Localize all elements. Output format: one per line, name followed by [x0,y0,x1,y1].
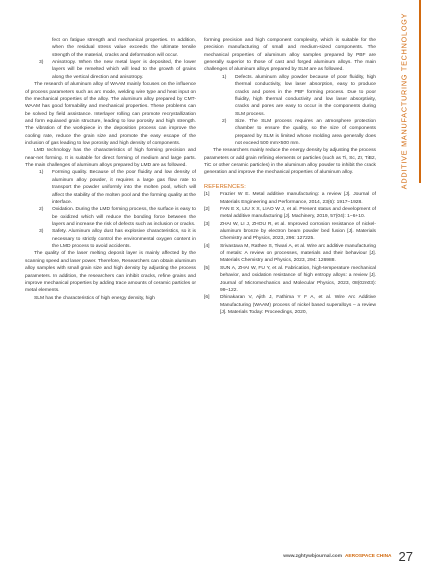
page-footer [283,549,413,564]
reference-text: SUN A, ZHAI W, FU Y, et al. Fabrication, high-temperature mechanical behavior, and oxidation resistance of high entropy alloys: a review [J]. Journal of Micromechanics and Molecular Physics, 2023, 08(02n03): 99−122. [220,265,376,293]
carry-item-text: fect on fatigue strength and mechanical properties. In addition, when the residual stress value exceeds the ultimate tensile strength of the material, cracks and deformation will occur. [52,38,196,58]
list-item-text: Forming quality. Because of the poor fluidity and low density of aluminum alloy powder, it requires a large gas flow rate to transport the powder uniformly into the molten pool, which will affect the stability of the molten pool and the forming quality at the interface. [52,170,196,205]
list-item-number: 1) [222,74,227,80]
list-item [25,206,196,228]
paragraph-quality: The quality of the laser melting deposit layer is mainly affected by the scanning speed and laser power. Therefore, Researchers can obtain aluminum alloy samples with small grain size and high density by adjusting the process parameters. In addition, the researchers can inhibit cracks, refine grains and improve mechanical properties by adding trace amounts of ceramic particles or metal elements. [25,251,196,294]
paragraph-slm: SLM has the characteristics of high energy density, high [34,295,155,301]
list-item-text: Safety. Aluminum alloy dust has explosive characteristics, so it is necessary to strictly control the environmental oxygen content in the LMD process to avoid accidents. [52,229,196,250]
reference-item [204,206,376,221]
side-accent-line [419,0,421,183]
list-item-number: 1) [39,170,44,176]
reference-item [204,265,376,294]
list-item-text: Oxidation. During the LMD forming process, the surface is easy to be oxidized which will reduce the bonding force between the layers and increase the risk of defects such as inclusion or cracks. [52,207,196,227]
list-item [204,118,376,147]
reference-number: [2] [204,206,210,212]
reference-text: Dhinakaran V, Ajith J, Fathima Y F A, et al. Wire Arc Additive Manufacturing (WAAM) process of nickel based superalloys – a review [J]. Materials Today: Proceedings, 2020, [220,295,376,315]
list-item-number: 3) [39,229,44,235]
right-column [204,37,376,316]
journal-url: www.zghtywbjournal.com [283,554,342,559]
list-item [25,59,196,81]
list-item-number: 2) [39,207,44,213]
list-item [25,228,196,250]
list-item [204,74,376,118]
list-item-text: Defects. aluminum alloy powder because of poor fluidity, high thermal conductivity, low laser absorption, easy to produce cracks and pores in the PBF forming process. Due to poor fluidity, high thermal conductivity and low laser absorptivity, cracks and pores are easy to occur in the components during SLM process. [235,74,376,117]
reference-item [204,243,376,265]
list-item-text: Size. The SLM process requires an atmosphere protection chamber to ensure the quality, so the size of components prepared by SLM is limited whose molding area generally does not exceed 500 mm×500 mm. [235,118,376,147]
journal-name: AEROSPACE CHINA [344,554,392,559]
reference-text: Srivastava M, Rathee S, Tiwari A, et al. Wire arc additive manufacturing of metals: A review on processes, materials and their behaviour [J]. Materials Chemistry and Physics, 2023, 294: 126988. [220,243,376,264]
reference-item [204,191,376,206]
reference-number: [4] [204,243,210,249]
reference-text: FAN E X, LIU X X, LIAO W J, et al. Present status and development of metal additive manufacturing [J]. Machinery, 2019, 57(04): 1−6+10. [220,206,376,220]
carry-list-item [25,37,196,59]
reference-item [204,221,376,243]
paragraph-energy: The researchers mainly reduce the energy density by adjusting the process parameters or add grain refining elements or particles (such as Ti, Sc, Zr, TiB2, TiC or other ceramic particles) in the aluminum alloy powder to inhibit the crack generation and improve the mechanical properties of aluminum alloy. [204,148,376,176]
reference-number: [5] [204,265,210,271]
reference-number: [6] [204,295,210,301]
list-item-text: Anisotropy. When the new metal layer is deposited, the lower layers will be remelted which will lead to the growth of grains along the vertical direction and anisotropy. [52,60,196,80]
page-number: 27 [398,549,413,564]
references-heading: REFERENCES: [204,183,246,190]
reference-item [204,294,376,316]
paragraph-continued: forming precision and high component complexity, which is suitable for the precision manufacturing of small and medium-sized components. The mechanical properties of aluminum alloy samples prepared by PBF are generally superior to those of cast and forged aluminum alloys. The main challenges of aluminum alloys prepared by SLM are as followed. [204,38,376,73]
paragraph-lmd: LMD technology has the characteristics of high forming precision and near-net forming. It is suitable for direct forming of medium and large parts. The main challenges of aluminum alloys prepared by LMD are as followed. [25,148,196,169]
list-item-number: 2) [222,118,227,124]
reference-number: [3] [204,221,210,227]
list-item-number: 3) [39,60,44,66]
reference-number: [1] [204,192,210,198]
list-item [25,169,196,206]
left-column [25,37,196,302]
journal-section-title [395,12,413,190]
side-title-text: ADDITIVE MANUFACTURING TECHNOLOGY [399,12,409,190]
reference-text: Frazier W E. Metal additive manufacturing: a review [J]. Journal of Materials Engineering and Performance, 2014, 23(6): 1917−1928. [220,192,376,205]
reference-text: ZHAI W, LI J, ZHOU R, et al. Improved corrosion resistance of nickel-aluminum bronze by electron beam powder bed fusion [J]. Materials Chemistry and Physics, 2023, 296: 127225. [220,221,376,242]
paragraph-waam: The research of aluminum alloy of WAAM mainly focuses on the influence of process parameters such as arc mode, welding wire type and heat input on the mechanical properties of the alloy. The aluminum alloy prepared by CMT-WAAM has good formability and mechanical properties. These problems can be solved by field assistance. Interlayer rolling can promote recrystallization and form equiaxed grain structure, leading to low porosity and high strength. The vibration of the workpiece in the deposition process can improve the cooling rate, reduce the grain size and promote the easy escape of the inclusion of gas leading to low porosity and high density of components. [25,82,196,147]
